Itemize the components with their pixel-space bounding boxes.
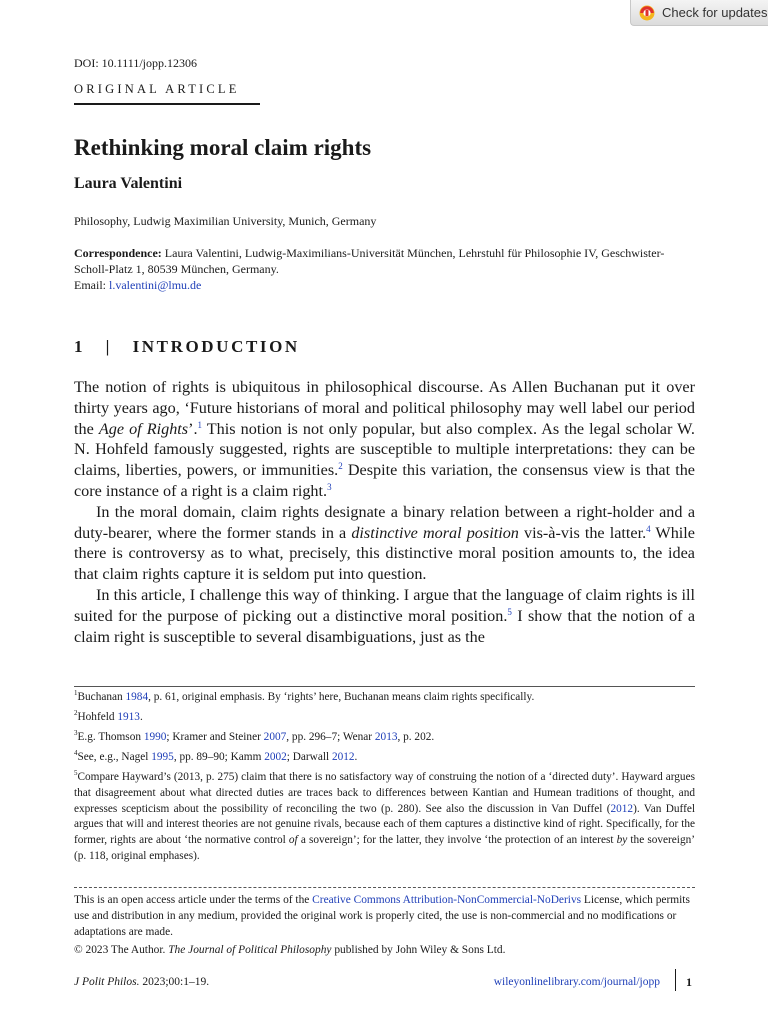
footnote-3: [74, 730, 695, 746]
check-for-updates-label: Check for updates: [662, 5, 768, 20]
text-run: This notion is not only popular, but also complex. As the legal scholar W. N. Hohfeld famously suggested, rights are susceptible to multiple interpretations: they can be claims, liberties, powers, or immunities.: [74, 419, 695, 480]
journal-url-link[interactable]: wileyonlinelibrary.com/journal/jopp: [493, 976, 660, 988]
page-number: 1: [686, 975, 692, 989]
paragraph-1: [74, 377, 695, 502]
citation-link[interactable]: 2012: [331, 750, 355, 763]
doi: DOI: 10.1111/jopp.12306: [74, 56, 197, 70]
text-run: Buchanan: [77, 691, 126, 703]
license-text: [74, 893, 695, 940]
text-run: vis-à-vis the latter.: [518, 523, 647, 542]
journal-abbrev: J Polit Philos.: [74, 976, 140, 988]
text-run: Hohfeld: [77, 710, 118, 723]
footnote-divider: [74, 686, 695, 687]
text-run: While there is controversy as to what, precisely, this distinctive moral position amounts to, the idea that claim rights capture it is seldom put into question.: [74, 523, 695, 584]
open-access-notice: [74, 893, 695, 959]
footnote-2: [74, 710, 695, 726]
license-link[interactable]: Creative Commons Attribution-NonCommercial-NoDerivs: [312, 894, 582, 906]
crossmark-icon: [639, 5, 655, 21]
journal-citation: [74, 976, 209, 988]
text-run: , pp. 89–90; Kamm: [173, 750, 265, 763]
emphasis: by: [616, 834, 628, 847]
citation-link[interactable]: 1995: [151, 750, 174, 763]
copyright-line: [74, 943, 695, 959]
footnote-1: [74, 690, 695, 706]
citation-link[interactable]: 1913: [117, 710, 140, 723]
text-run: © 2023 The Author.: [74, 944, 169, 957]
text-run: .: [354, 750, 358, 763]
footnote-number: 2: [74, 708, 78, 717]
body-text: [74, 377, 695, 647]
text-run: , p. 202.: [397, 730, 435, 743]
author-name: Laura Valentini: [74, 175, 183, 192]
footnote-5: [74, 770, 695, 865]
footnote-ref-1[interactable]: 1: [197, 419, 203, 430]
article-title: Rethinking moral claim rights: [74, 135, 372, 160]
emphasis: Age of Rights: [98, 419, 189, 438]
open-access-divider: [74, 887, 695, 888]
text-run: the sovereign’ (p. 118, original emphases).: [74, 834, 696, 862]
paragraph-3: [74, 585, 695, 647]
footnotes: [74, 690, 695, 869]
section-title: INTRODUCTION: [132, 337, 300, 356]
text-run: published by John Wiley & Sons Ltd.: [331, 944, 506, 957]
emphasis: distinctive moral position: [351, 523, 519, 542]
section-separator: |: [105, 337, 113, 356]
citation-link[interactable]: 2012: [610, 802, 634, 815]
text-run: ; Darwall: [286, 750, 332, 763]
correspondence-address: Laura Valentini, Ludwig-Maximilians-Universität München, Lehrstuhl für Philosophie IV, Geschwister-Scholl-Platz 1, 80539 München, Germany.: [74, 246, 665, 276]
text-run: License, which permits use and distribution in any medium, provided the original work is properly cited, the use is non-commercial and no modifications or adaptations are made.: [74, 894, 690, 938]
text-run: , pp. 296–7; Wenar: [286, 730, 375, 743]
text-run: I show that the notion of a claim right is susceptible to several disambiguations, just as the: [74, 606, 695, 646]
section-heading: [74, 337, 300, 357]
check-for-updates-button[interactable]: [630, 0, 768, 26]
text-run: Despite this variation, the consensus view is that the core instance of a right is a claim right.: [74, 461, 695, 500]
email-link[interactable]: l.valentini@lmu.de: [109, 278, 202, 292]
citation-link[interactable]: 1984: [125, 691, 149, 703]
text-run: In this article, I challenge this way of thinking. I argue that the language of claim rights is ill suited for the purpose of picking out a distinctive moral position.: [74, 585, 695, 625]
text-run: In the moral domain, claim rights designate a binary relation between a right-holder and a duty-bearer, where the former stands in a: [74, 502, 695, 542]
text-run: .: [139, 710, 143, 723]
text-run: , p. 61, original emphasis. By ‘rights’ here, Buchanan means claim rights specifically.: [148, 691, 535, 703]
footnote-4: [74, 750, 695, 766]
paragraph-2: [74, 502, 695, 585]
footer-separator: [675, 969, 676, 991]
section-number: 1: [74, 337, 86, 356]
footnote-ref-3[interactable]: 3: [327, 481, 332, 492]
footnote-number: 1: [74, 689, 78, 697]
text-run: This is an open access article under the terms of the: [74, 894, 313, 906]
footnote-number: 4: [74, 748, 78, 757]
text-run: See, e.g., Nagel: [77, 750, 152, 763]
footnote-ref-5[interactable]: 5: [507, 606, 512, 617]
citation-link[interactable]: 1990: [143, 730, 167, 743]
text-run: ). Van Duffel argues that will and interest theories are not genuine rivals, because each of them captures a distinctive kind of right. Specifically, for the former, rights are about ‘the normative control: [74, 802, 695, 847]
text-run: The notion of rights is ubiquitous in philosophical discourse. As Allen Buchanan put it over thirty years ago, ‘Future historians of moral and political philosophy may well label our period the: [74, 378, 695, 438]
text-run: ’.: [188, 419, 198, 438]
correspondence-label: Correspondence:: [74, 246, 162, 260]
article-type-label: ORIGINAL ARTICLE: [74, 82, 260, 105]
author-affiliation: Philosophy, Ludwig Maximilian University, Munich, Germany: [74, 214, 377, 228]
citation-link[interactable]: 2002: [264, 750, 287, 763]
footnote-number: 3: [74, 728, 78, 737]
email-label: Email:: [74, 278, 109, 292]
footnote-number: 5: [74, 768, 78, 777]
citation-link[interactable]: 2013: [374, 730, 398, 743]
citation-text: 2023;00:1–19.: [139, 976, 210, 988]
footnote-ref-2[interactable]: 2: [338, 461, 343, 472]
text-run: a sovereign’; for the latter, they involve ‘the protection of an interest: [297, 834, 617, 847]
citation-link[interactable]: 2007: [263, 730, 287, 743]
text-run: Compare Hayward’s (2013, p. 275) claim that there is no satisfactory way of construing the notion of a ‘directed duty’. Hayward argues that disagreement about what directed duties are traces back to differences between Kantian and Humean traditions of thought, and expresses scepticism about the possibility of reconciling the two (p. 280). See also the discussion in Van Duffel (: [74, 770, 695, 815]
journal-name: The Journal of Political Philosophy: [168, 944, 332, 957]
text-run: E.g. Thomson: [77, 730, 144, 743]
footnote-ref-4[interactable]: 4: [646, 523, 651, 534]
emphasis: of: [288, 834, 298, 847]
text-run: ; Kramer and Steiner: [166, 730, 264, 743]
correspondence-block: [74, 245, 694, 293]
